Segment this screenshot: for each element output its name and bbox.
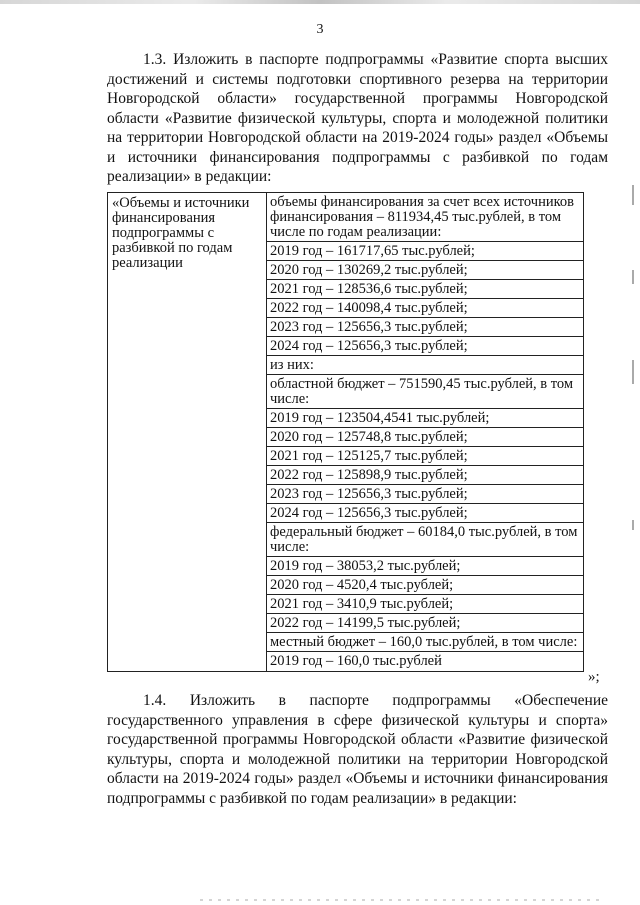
table-row: 2020 год – 4520,4 тыс.рублей; — [267, 576, 583, 595]
table-row: 2021 год – 3410,9 тыс.рублей; — [267, 595, 583, 614]
table-row: 2020 год – 130269,2 тыс.рублей; — [267, 261, 583, 280]
table-row: местный бюджет – 160,0 тыс.рублей, в том числе: — [267, 633, 583, 652]
table-row: 2021 год – 128536,6 тыс.рублей; — [267, 280, 583, 299]
table-row: из них: — [267, 356, 583, 375]
table-row: 2022 год – 140098,4 тыс.рублей; — [267, 299, 583, 318]
table-row: 2024 год – 125656,3 тыс.рублей; — [267, 337, 583, 356]
table-left-cell: «Объемы и источники финансирования подпрограммы с разбивкой по годам реализации — [108, 193, 267, 672]
scan-margin-mark — [632, 520, 634, 530]
page-number: 3 — [316, 22, 324, 37]
table-row: объемы финансирования за счет всех источников финансирования – 811934,45 тыс.рублей, в том числе по годам реализации: — [267, 193, 583, 242]
scan-margin-mark — [632, 185, 634, 205]
scan-bottom-edge — [200, 899, 600, 901]
table-row: 2022 год – 125898,9 тыс.рублей; — [267, 466, 583, 485]
table-row: 2019 год – 123504,4541 тыс.рублей; — [267, 409, 583, 428]
table-row: 2022 год – 14199,5 тыс.рублей; — [267, 614, 583, 633]
table-row: 2019 год – 38053,2 тыс.рублей; — [267, 557, 583, 576]
table-row: 2023 год – 125656,3 тыс.рублей; — [267, 318, 583, 337]
paragraph-1-3: 1.3. Изложить в паспорте подпрограммы «Развитие спорта высших достижений и системы подготовки спортивного резерва на территории Новгородской области» государственной программы Новгородской области «Развитие физической культуры, спорта и молодежной политики на территории Новгородской области на 2019-2024 годы» раздел «Объемы и источники финансирования подпрограммы с разбивкой по годам реализации» в редакции: — [107, 51, 608, 185]
scan-margin-mark — [632, 270, 634, 284]
table-row: 2023 год – 125656,3 тыс.рублей; — [267, 485, 583, 504]
scan-margin-mark — [632, 360, 634, 384]
table-row: областной бюджет – 751590,45 тыс.рублей, в том числе: — [267, 375, 583, 409]
table-row: 2024 год – 125656,3 тыс.рублей; — [267, 504, 583, 523]
scan-top-edge — [0, 0, 640, 4]
table-row: 2020 год – 125748,8 тыс.рублей; — [267, 428, 583, 447]
table-row: федеральный бюджет – 60184,0 тыс.рублей, в том числе: — [267, 523, 583, 557]
financing-table — [107, 192, 584, 672]
table-row: 2021 год – 125125,7 тыс.рублей; — [267, 447, 583, 466]
closing-quote-mark: »; — [588, 669, 600, 685]
table-row: 2019 год – 161717,65 тыс.рублей; — [267, 242, 583, 261]
table-row: 2019 год – 160,0 тыс.рублей — [270, 653, 442, 669]
paragraph-1-4: 1.4. Изложить в паспорте подпрограммы «Обеспечение государственного управления в сфере физической культуры и спорта» государственной программы Новгородской области «Развитие физической культуры, спорта и молодежной политики на территории Новгородской области на 2019-2024 годы» раздел «Объемы и источники финансирования подпрограммы с разбивкой по годам реализации» в редакции: — [107, 692, 608, 807]
table-right-cell — [267, 193, 584, 672]
